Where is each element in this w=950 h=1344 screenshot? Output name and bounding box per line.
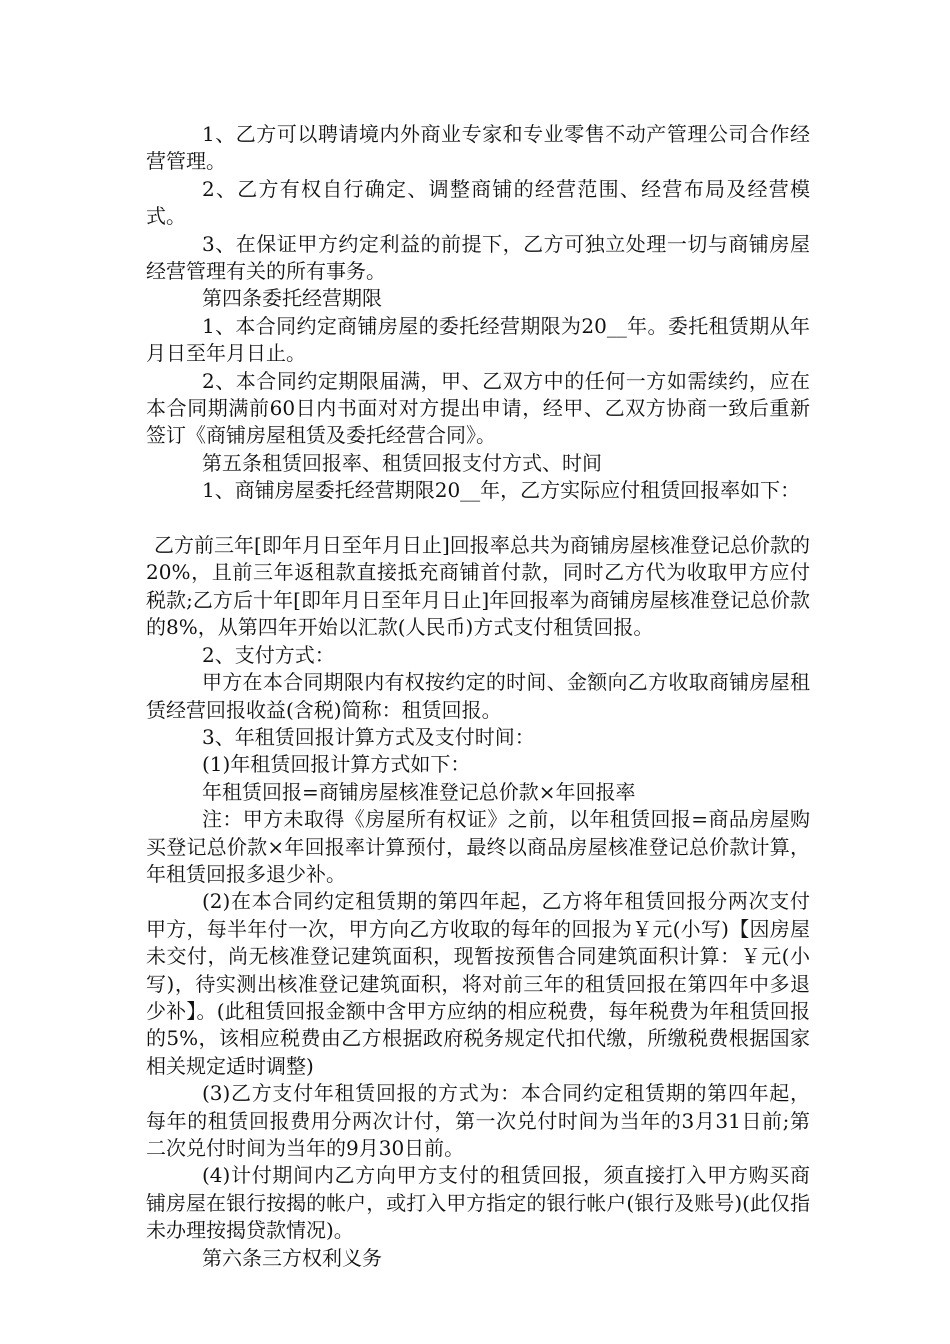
blank-line bbox=[146, 505, 810, 532]
article-6-heading: 第六条三方权利义务 bbox=[202, 1245, 382, 1270]
paragraph-item-3: (3)乙方支付年租赁回报的方式为：本合同约定租赁期的第四年起，每年的租赁回报费用分两次计付，第一次兑付时间为当年的3月31日前;第二次兑付时间为当年的9月30日前。 bbox=[146, 1081, 810, 1161]
paragraph-item-4: (4)计付期间内乙方向甲方支付的租赁回报，须直接打入甲方购买商铺房屋在银行按揭的帐户，或打入甲方指定的银行帐户(银行及账号)(此仅指未办理按揭贷款情况)。 bbox=[146, 1163, 810, 1243]
article-4-heading: 第四条委托经营期限 bbox=[202, 286, 382, 311]
paragraph-formula: 年租赁回报=商铺房屋核准登记总价款×年回报率 bbox=[202, 779, 636, 804]
paragraph-clause-3-2: 2、乙方有权自行确定、调整商铺的经营范围、经营布局及经营模式。 bbox=[146, 176, 810, 229]
paragraph-payment-method: 甲方在本合同期限内有权按约定的时间、金额向乙方收取商铺房屋租赁经营回报收益(含税)简称：租赁回报。 bbox=[146, 670, 810, 722]
article-5-heading: 第五条租赁回报率、租赁回报支付方式、时间 bbox=[202, 450, 602, 475]
paragraph-note: 注：甲方未取得《房屋所有权证》之前，以年租赁回报=商品房屋购买登记总价款×年回报率计算预付，最终以商品房屋核准登记总价款计算，年租赁回报多退少补。 bbox=[146, 807, 810, 886]
paragraph-clause-4-2: 2、本合同约定期限届满，甲、乙双方中的任何一方如需续约，应在本合同期满前60日内书面对对方提出申请，经甲、乙双方协商一致后重新签订《商铺房屋租赁及委托经营合同》。 bbox=[146, 368, 810, 448]
paragraph-item-2: (2)在本合同约定租赁期的第四年起，乙方将年租赁回报分两次支付甲方，每半年付一次，甲方向乙方收取的每年的回报为￥元(小写)【因房屋未交付，尚无核准登记建筑面积，现暂按预售合同建筑面积计算：￥元(小写)，待实测出核准登记建筑面积，将对前三年的租赁回报在第四年中多退少补】。(此租赁回报金额中含甲方应纳的相应税费，每年税费为年租赁回报的5%，该相应税费由乙方根据政府税务规定代扣代缴，所缴税费根据国家相关规定适时调整) bbox=[146, 889, 810, 1078]
paragraph-item-1: (1)年租赁回报计算方式如下： bbox=[202, 752, 471, 777]
paragraph-clause-3-3: 3、在保证甲方约定利益的前提下，乙方可独立处理一切与商铺房屋经营管理有关的所有事务。 bbox=[146, 231, 810, 284]
paragraph-clause-3-1: 1、乙方可以聘请境内外商业专家和专业零售不动产管理公司合作经营管理。 bbox=[146, 122, 810, 174]
document-page bbox=[146, 121, 810, 1272]
paragraph-clause-5-1: 1、商铺房屋委托经营期限20__年，乙方实际应付租赁回报率如下： bbox=[202, 478, 801, 503]
paragraph-clause-4-1: 1、本合同约定商铺房屋的委托经营期限为20__年。委托租赁期从年 月日至年月日止。 bbox=[146, 313, 810, 366]
paragraph-clause-5-3: 3、年租赁回报计算方式及支付时间： bbox=[202, 724, 535, 749]
paragraph-clause-5-2: 2、支付方式： bbox=[202, 642, 335, 667]
paragraph-return-rate: 乙方前三年[即年月日至年月日止]回报率总共为商铺房屋核准登记总价款的20%，且前三年返租款直接抵充商铺首付款，同时乙方代为收取甲方应付税款;乙方后十年[即年月日至年月日止]年回报率为商铺房屋核准登记总价款的8%，从第四年开始以汇款(人民币)方式支付租赁回报。 bbox=[146, 533, 810, 640]
